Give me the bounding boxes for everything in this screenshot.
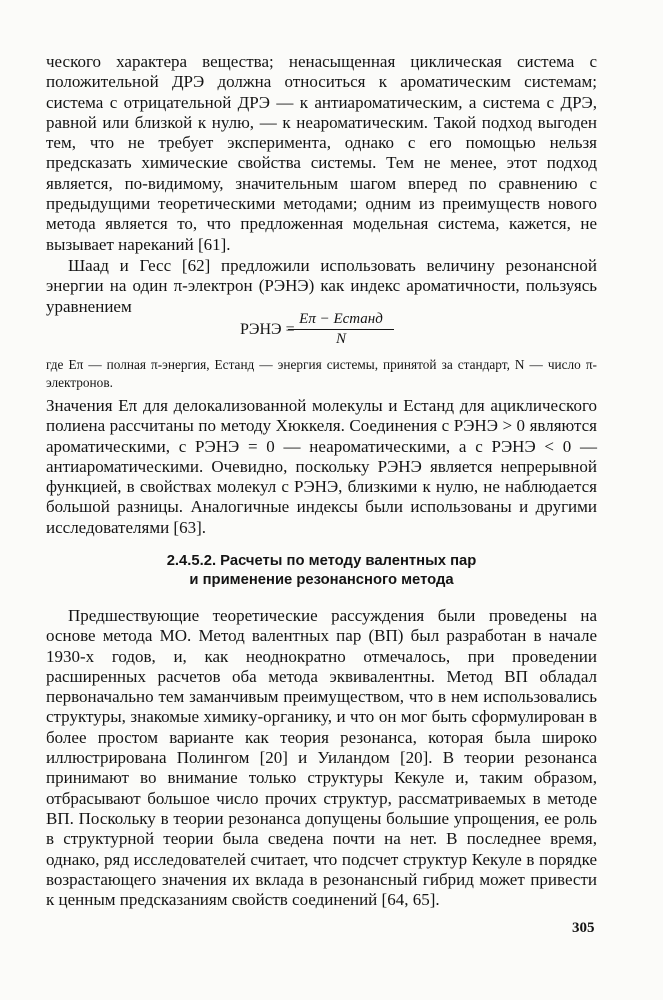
section-heading-line1: 2.4.5.2. Расчеты по методу валентных пар [166,553,477,569]
equation-lhs: РЭНЭ = [240,321,295,338]
paragraph-aromaticity-criteria: ческого характера вещества; ненасыщенная циклическая система с положительной ДРЭ должна относиться к ароматическим системам; система с отрицательной ДРЭ — к антиароматическим, а система с ДРЭ, равной или близкой к нулю, — к неароматическим. Такой подход выгоден тем, что не требует эксперимента, однако с его помощью нельзя предсказать химические свойства системы. Тем не менее, этот подход является, по-видимому, значительным шагом вперед по сравнению с предыдущими теоретическими методами; одним из преимуществ нового метода является то, что предложенная модельная система, кажется, не вызывает нареканий [61]. [46,52,597,254]
equation-denominator: N [335,331,346,347]
paragraph-huckel-values: Значения Eπ для делокализованной молекулы и Eстанд для ациклического полиена рассчитаны по методу Хюккеля. Соединения с РЭНЭ > 0 являются ароматическими, с РЭНЭ = 0 — неароматическими, а с РЭНЭ < 0 — антиароматическими. Очевидно, поскольку РЭНЭ является непрерывной функцией, в свойствах молекул с РЭНЭ, близкими к нулю, не наблюдается большой разницы. Аналогичные индексы были использованы и другими исследователями [63]. [46,396,597,537]
equation-legend: где Eπ — полная π-энергия, Eстанд — энергия системы, принятой за стандарт, N — число π-электронов. [46,357,597,390]
equation-fraction [288,310,394,348]
section-heading [46,552,597,590]
page-number: 305 [572,920,595,936]
paragraph-renje-definition: Шаад и Гесс [62] предложили использовать величину резонансной энергии на один π-электрон (РЭНЭ) как индекс ароматичности, пользуясь уравнением [46,256,597,316]
renje-equation [240,310,420,352]
paragraph-valence-bond-method: Предшествующие теоретические рассуждения были проведены на основе метода МО. Метод валентных пар (ВП) был разработан в начале 1930-х годов, и, как неоднократно отмечалось, при проведении расширенных расчетов оба метода эквивалентны. Метод ВП обладал первоначально тем заманчивым преимуществом, что в нем использовались структуры, знакомые химику-органику, и что он мог быть сформулирован в более простом варианте как теория резонанса, которая была широко иллюстрирована Полингом [20] и Уиландом [20]. В теории резонанса принимают во внимание только структуры Кекуле и, таким образом, отбрасывают большое число прочих структур, рассматриваемых в методе ВП. Поскольку в теории резонанса допущены большие упрощения, ее роль в структурной теории была сведена почти на нет. В последнее время, однако, ряд исследователей считает, что подсчет структур Кекуле в порядке возрастающего значения их вклада в резонансный гибрид может привести к ценным предсказаниям свойств соединений [64, 65]. [46,606,597,910]
equation-numerator: Eπ − Eстанд [288,310,394,330]
section-heading-line2: и применение резонансного метода [189,572,454,588]
